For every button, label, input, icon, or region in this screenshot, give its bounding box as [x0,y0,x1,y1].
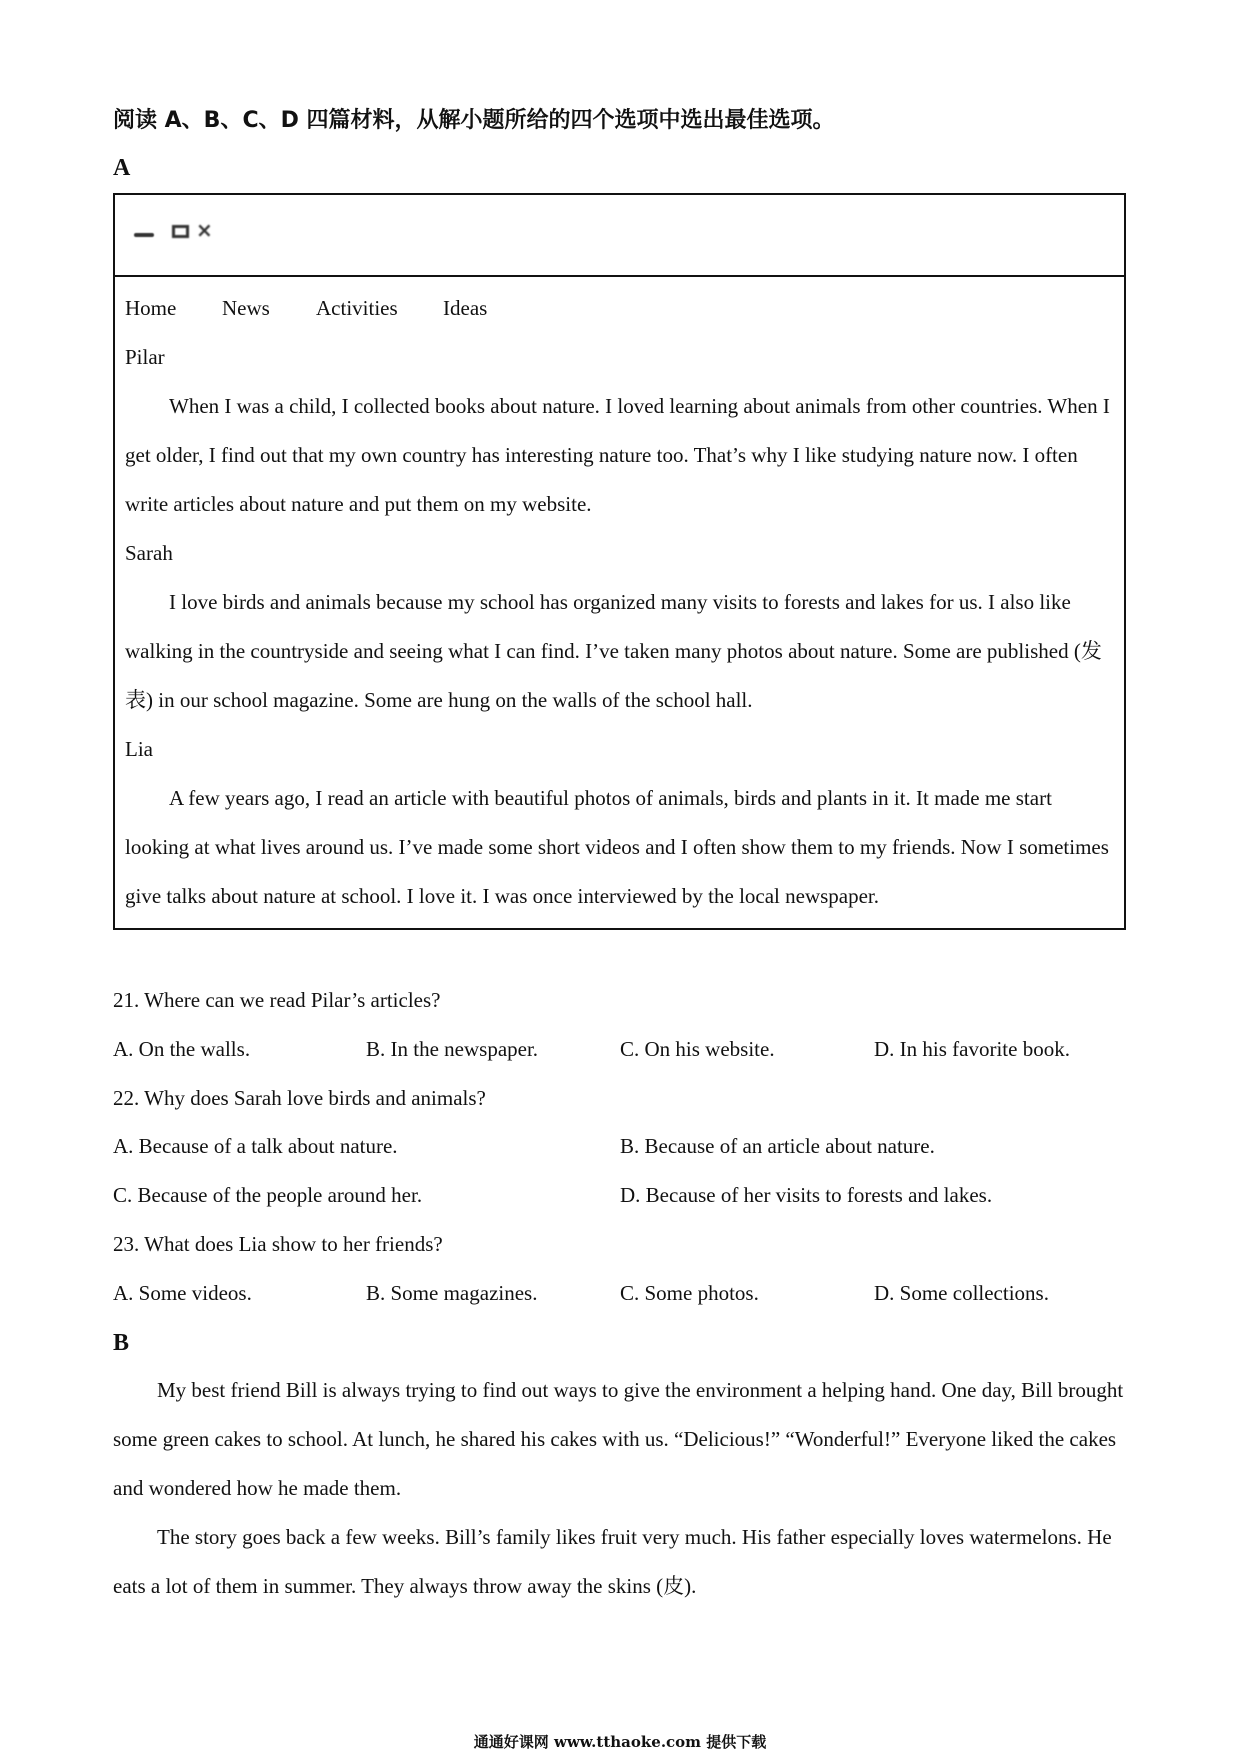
q21-option-b: B. In the newspaper. [366,1037,539,1061]
maximize-icon[interactable] [172,225,189,238]
q22-option-d: D. Because of her visits to forests and lakes. [620,1183,993,1207]
section-b-label: B [113,1330,130,1356]
post-text-sarah: I love birds and animals because my school has organized many visits to forests and lakes for us. I also like walking in the countryside and seeing what I can find. I’ve taken many photos about nature. Some are published (发表) in our school magazine. Some are hung on the walls of the school hall. [125,590,1102,712]
window-titlebar [113,193,1126,275]
q23-option-b: B. Some magazines. [366,1281,538,1305]
q21-option-a: A. On the walls. [113,1037,251,1061]
footer-watermark: 通通好课网 www.tthaoke.com 提供下载 [473,1733,767,1751]
q22-option-c: C. Because of the people around her. [113,1183,423,1207]
question-22: 22. Why does Sarah love birds and animals? [113,1086,486,1110]
post-author-lia: Lia [125,737,153,761]
nav-ideas[interactable]: Ideas [443,296,488,320]
nav-activities[interactable]: Activities [316,296,398,320]
q21-option-c: C. On his website. [620,1037,775,1061]
minimize-icon[interactable] [134,233,154,237]
nav-news[interactable]: News [222,296,270,320]
q23-option-c: C. Some photos. [620,1281,759,1305]
close-icon[interactable]: × [196,218,213,242]
q23-option-d: D. Some collections. [874,1281,1049,1305]
post-text-pilar: When I was a child, I collected books about nature. I loved learning about animals from other countries. When I get older, I find out that my own country has interesting nature too. That’s why I like studying nature now. I often write articles about nature and put them on my website. [125,394,1110,516]
instruction: 阅读 A、B、C、D 四篇材料，从解小题所给的四个选项中选出最佳选项。 [113,108,835,133]
question-23: 23. What does Lia show to her friends? [113,1232,443,1256]
post-author-sarah: Sarah [125,541,173,565]
q22-option-a: A. Because of a talk about nature. [113,1134,398,1158]
section-b-paragraph-1: My best friend Bill is always trying to find out ways to give the environment a helping hand. One day, Bill brought some green cakes to school. At lunch, he shared his cakes with us. “Delicious!” “Wonderful!” Everyone liked the cakes and wondered how he made them. [113,1378,1124,1500]
nav-home[interactable]: Home [125,296,177,320]
section-a-label: A [113,155,131,181]
q21-option-d: D. In his favorite book. [874,1037,1070,1061]
question-21: 21. Where can we read Pilar’s articles? [113,988,441,1012]
post-author-pilar: Pilar [125,345,165,369]
section-b-paragraph-2: The story goes back a few weeks. Bill’s family likes fruit very much. His father especially loves watermelons. He eats a lot of them in summer. They always throw away the skins (皮). [113,1525,1112,1598]
post-text-lia: A few years ago, I read an article with beautiful photos of animals, birds and plants in it. It made me start looking at what lives around us. I’ve made some short videos and I often show them to my friends. Now I sometimes give talks about nature at school. I love it. I was once interviewed by the local newspaper. [125,786,1109,908]
q22-option-b: B. Because of an article about nature. [620,1134,935,1158]
q23-option-a: A. Some videos. [113,1281,252,1305]
